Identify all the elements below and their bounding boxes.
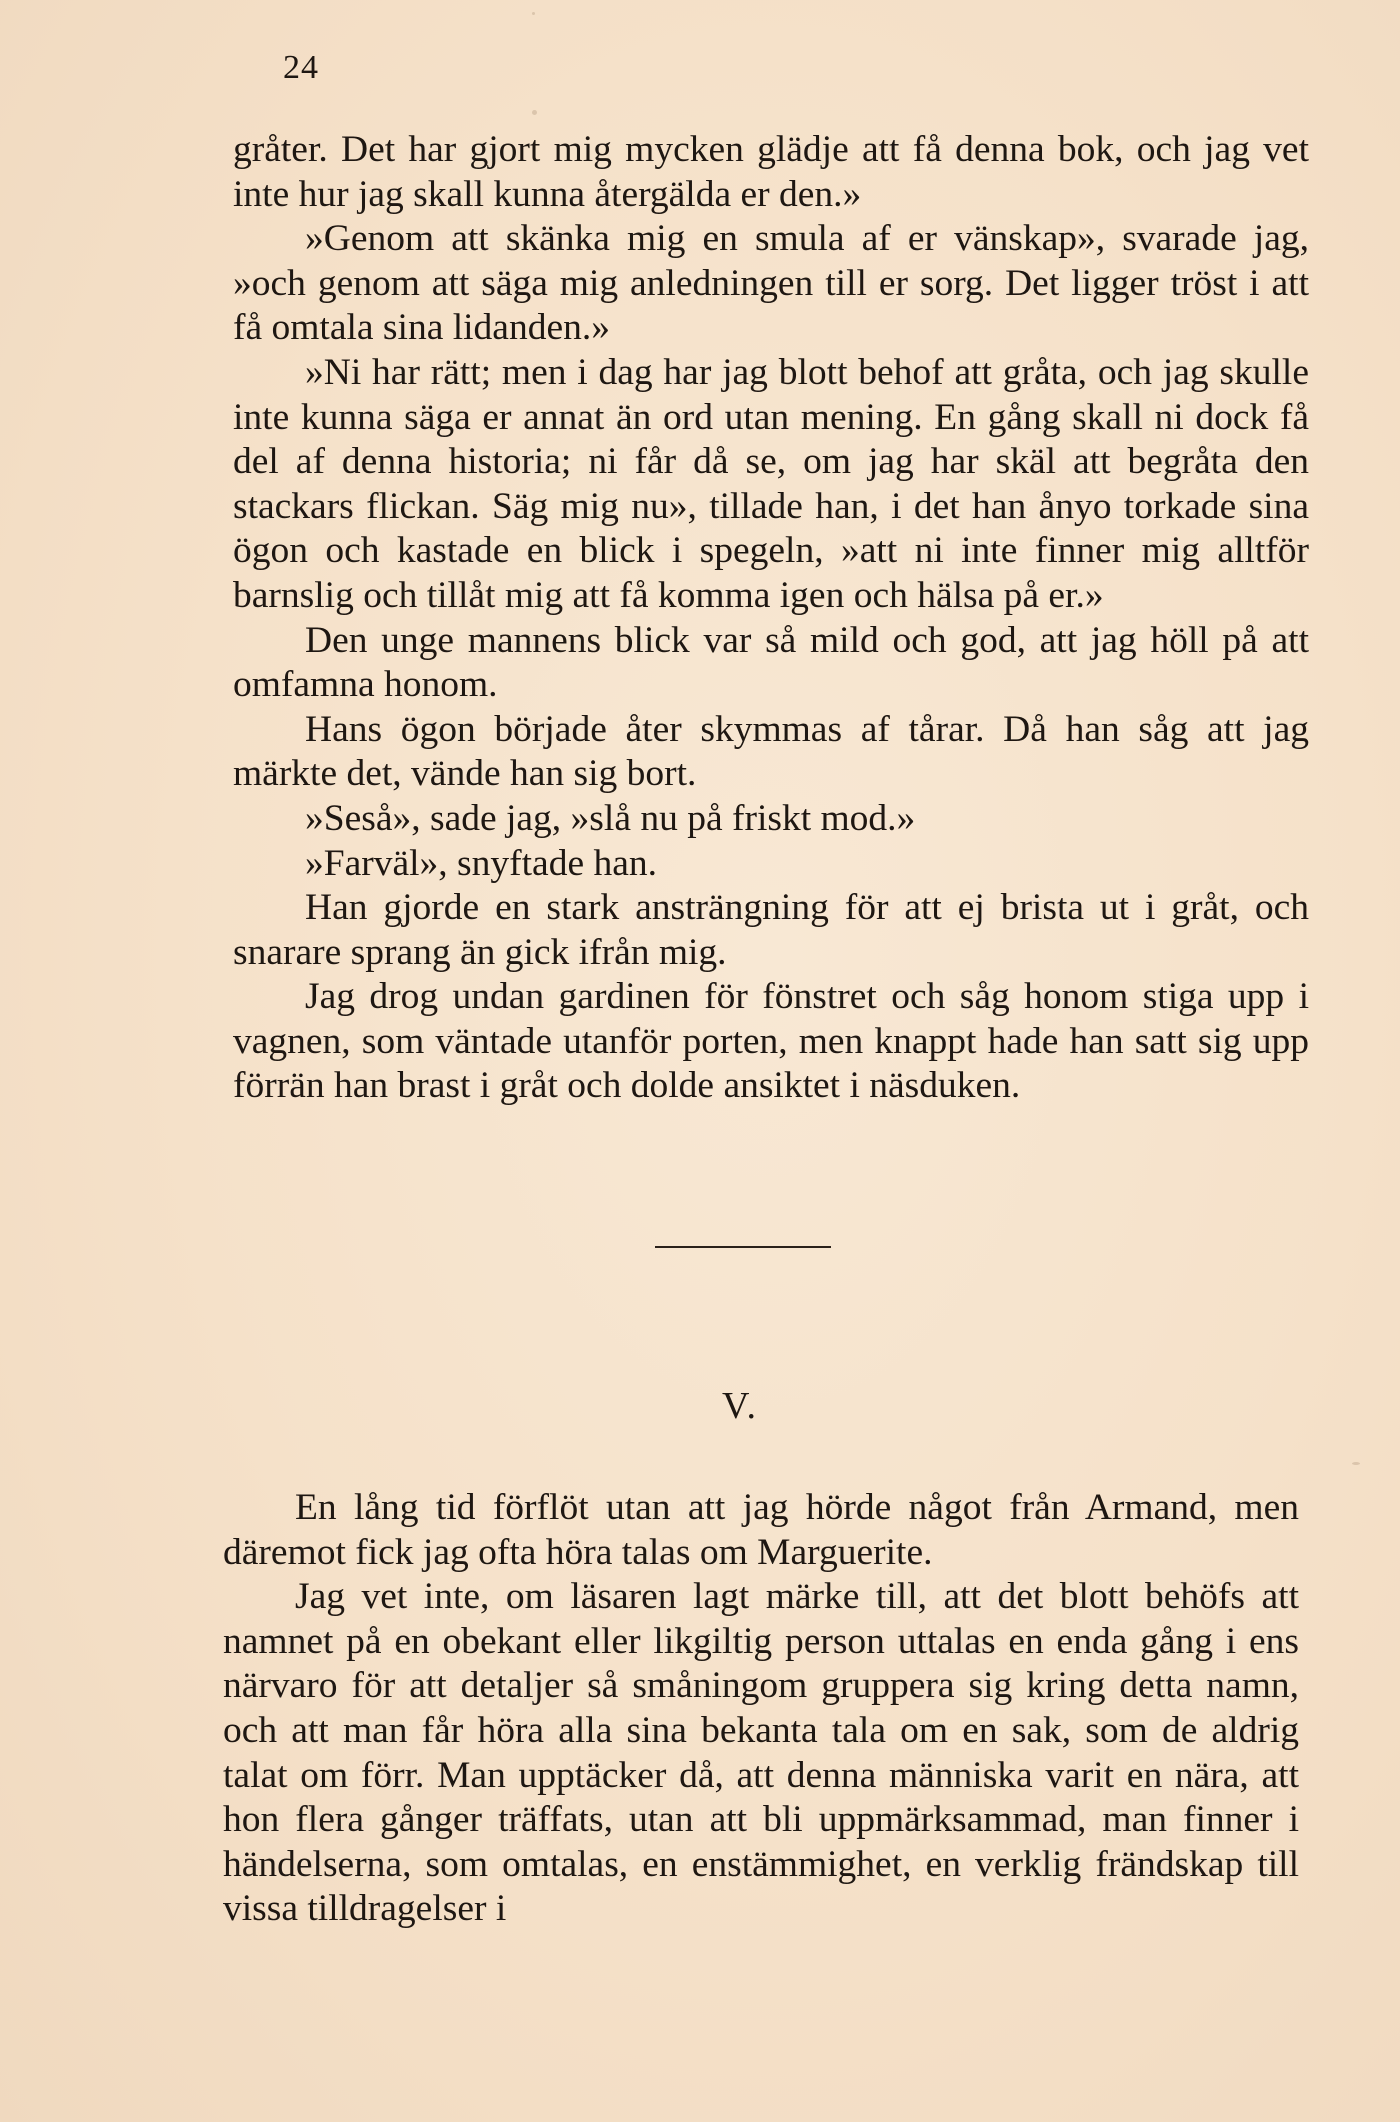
section-divider — [655, 1246, 831, 1248]
chapter-heading: V. — [721, 1385, 759, 1427]
paragraph: Han gjorde en stark ansträngning för att ej brista ut i gråt, och snarare sprang än gick ifrån mig. — [233, 887, 1309, 973]
paragraph: »Genom att skänka mig en smula af er vänskap», svarade jag, »och genom att säga mig anledningen till er sorg. Det ligger tröst i att få omtala sina lidanden.» — [233, 218, 1309, 349]
paragraph: Den unge mannens blick var så mild och god, att jag höll på att omfamna honom. — [233, 619, 1309, 706]
paper-speck — [1352, 1462, 1360, 1465]
paragraph: »Seså», sade jag, »slå nu på friskt mod.» — [305, 797, 916, 839]
paragraph: En lång tid förflöt utan att jag hörde något från Armand, men däremot fick jag ofta höra talas om Marguerite. — [223, 1487, 1299, 1573]
paragraph: »Farväl», snyftade han. — [305, 842, 657, 884]
paragraph: Jag vet inte, om läsaren lagt märke till, att det blott behöfs att namnet på en obekant eller likgiltig person uttalas en enda gång i ens närvaro för att detaljer så småningom gruppera sig kring detta namn, och att man får höra alla sina bekanta tala om en sak, som de aldrig talat om förr. Man upptäcker då, att denna människa varit en nära, att hon flera gånger träffats, utan att bli uppmärksammad, man finner i händelserna, som omtalas, en enstämmighet, en verklig frändskap till vissa tilldragelser i — [223, 1576, 1299, 1930]
paragraph: Jag drog undan gardinen för fönstret och såg honom stiga upp i vagnen, som väntade utanför porten, men knappt hade han satt sig upp förrän han brast i gråt och dolde ansiktet i näsduken. — [233, 976, 1309, 1107]
paragraph: Hans ögon började åter skymmas af tårar. Då han såg att jag märkte det, vände han sig bort. — [233, 708, 1309, 795]
paragraph: gråter. Det har gjort mig mycken glädje att få denna bok, och jag vet inte hur jag skall kunna återgälda er den.» — [233, 129, 1309, 215]
paragraph: »Ni har rätt; men i dag har jag blott behof att gråta, och jag skulle inte kunna säga er annat än ord utan mening. En gång skall ni dock få del af denna historia; ni får då se, om jag har skäl att begråta den stackars flickan. Säg mig nu», tillade han, i det han ånyo torkade sina ögon och kastade en blick i spegeln, »att ni inte finner mig alltför barnslig och tillåt mig att få komma igen och hälsa på er.» — [233, 351, 1309, 616]
top-text-section — [233, 128, 1309, 1109]
page-number: 24 — [283, 49, 319, 86]
paper-speck — [532, 12, 535, 15]
chapter-text-section — [223, 1486, 1299, 1932]
paper-speck — [532, 110, 537, 115]
